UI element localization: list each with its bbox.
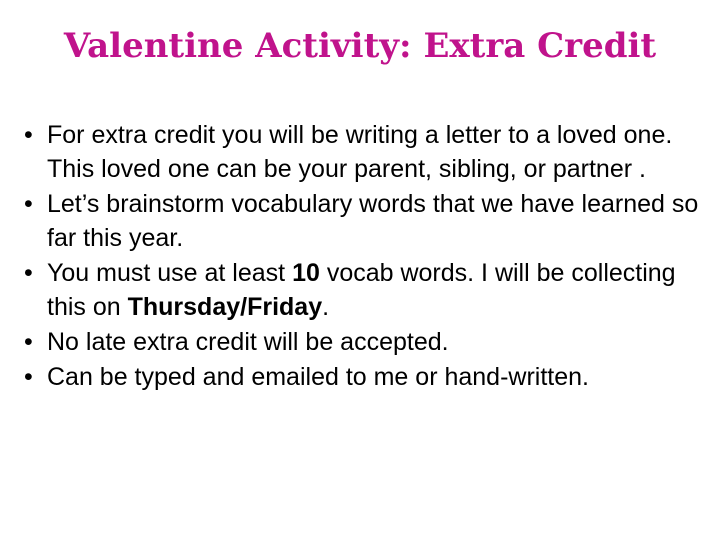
bullet-text: Let’s brainstorm vocabulary words that we have learned so far this year.: [47, 190, 699, 252]
bullet-item: [24, 360, 704, 394]
bullet-bold-count: 10: [292, 259, 320, 287]
bullet-dot-icon: •: [24, 121, 33, 149]
bullet-text-middle: vocab words. I will be collecting this on: [47, 259, 676, 321]
bullet-text: No late extra credit will be accepted.: [47, 328, 449, 356]
bullet-dot-icon: •: [24, 328, 33, 356]
slide-title: Valentine Activity: Extra Credit: [63, 26, 657, 66]
bullet-item: [24, 187, 704, 255]
bullet-item: [24, 256, 704, 324]
bullet-dot-icon: •: [24, 190, 33, 218]
bullet-item: [24, 118, 704, 186]
bullet-text: For extra credit you will be writing a letter to a loved one. This loved one can be your parent, sibling, or partner .: [47, 121, 673, 183]
bullet-item: [24, 325, 704, 359]
bullet-list: [24, 118, 704, 395]
bullet-bold-days: Thursday/Friday: [127, 293, 323, 321]
bullet-dot-icon: •: [24, 363, 33, 391]
bullet-text-before: You must use at least: [47, 259, 293, 287]
bullet-text: Can be typed and emailed to me or hand-written.: [47, 363, 589, 391]
bullet-dot-icon: •: [24, 259, 33, 287]
bullet-text-after: .: [322, 293, 330, 321]
